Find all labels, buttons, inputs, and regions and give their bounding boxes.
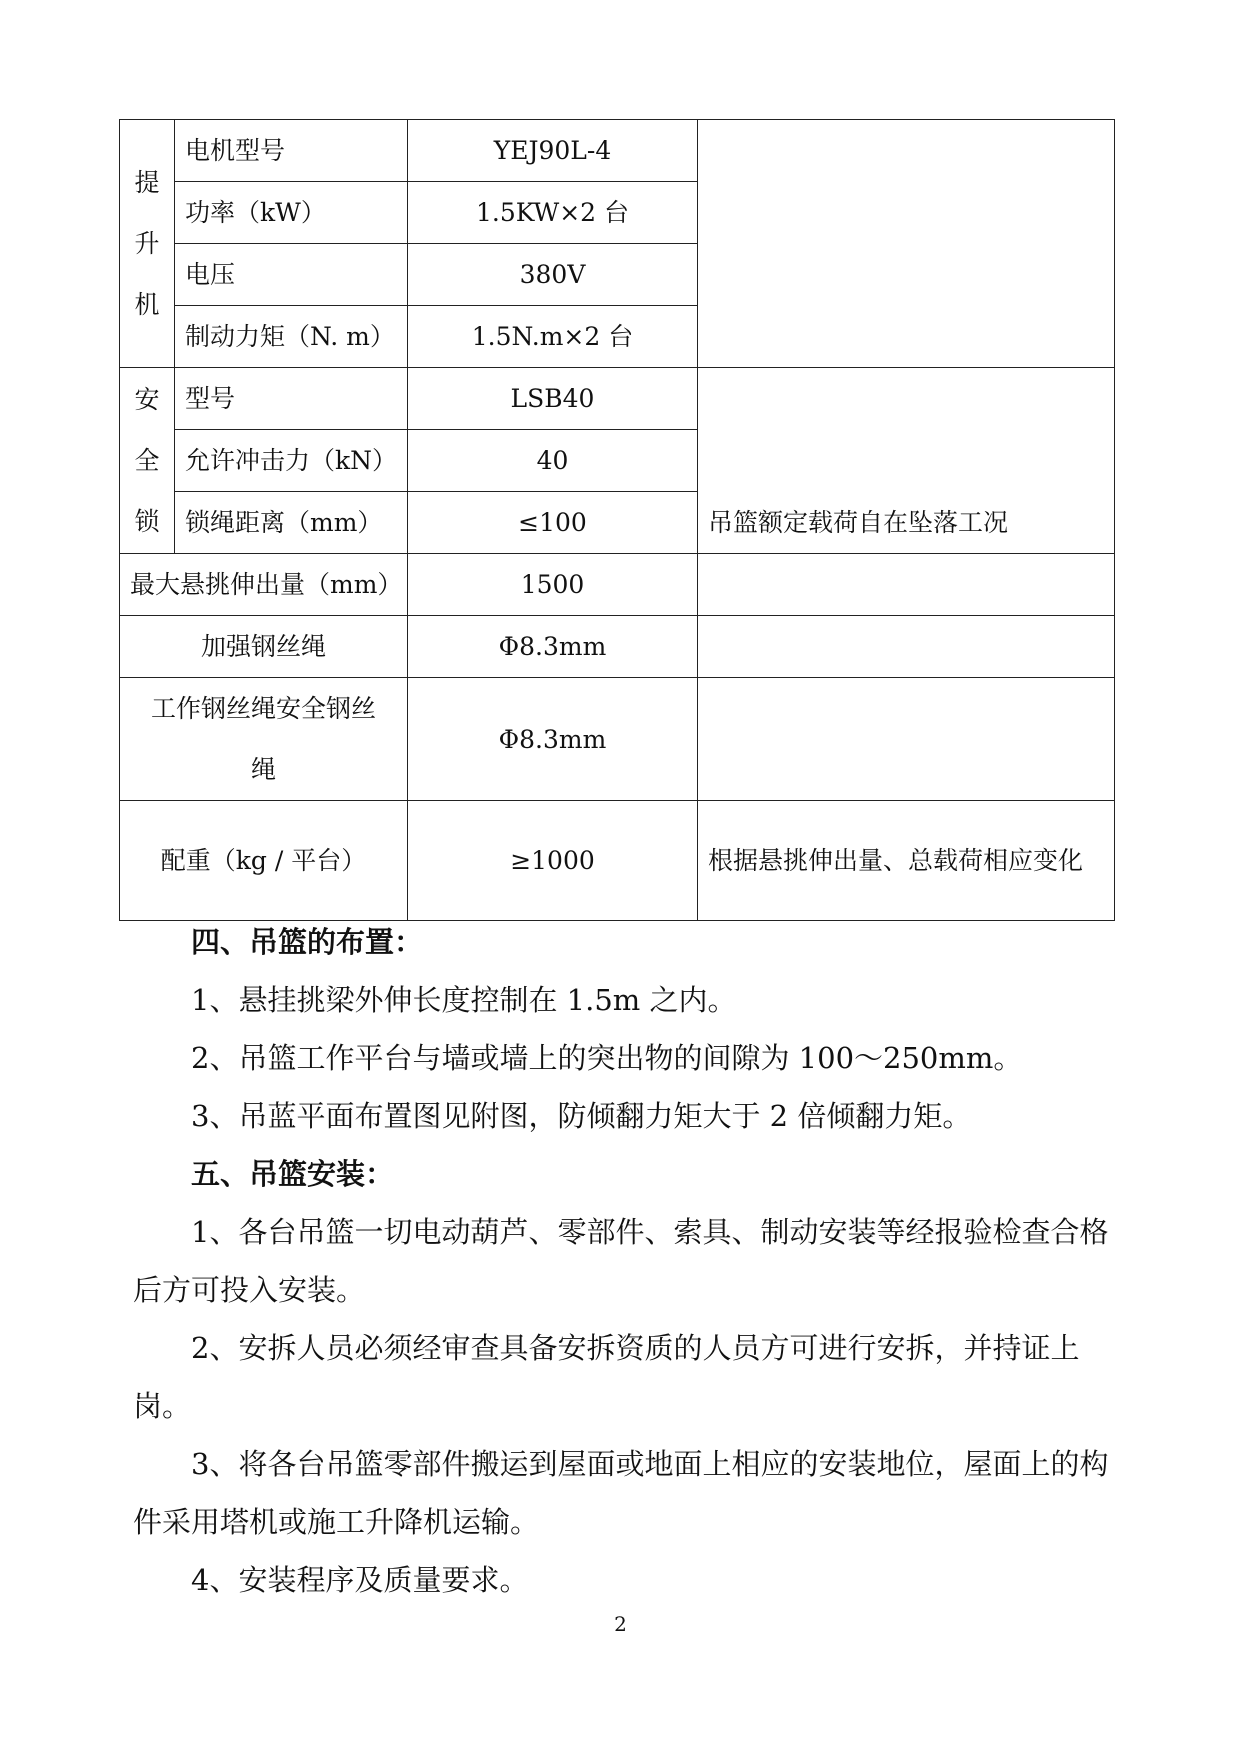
hoist-group-label: 提升机 xyxy=(120,120,175,368)
table-row xyxy=(120,120,1115,182)
value-cell: 40 xyxy=(408,430,698,492)
remark-cell xyxy=(698,120,1115,368)
lock-group-label: 安全锁 xyxy=(120,368,175,554)
value-cell: ≥1000 xyxy=(408,801,698,921)
paragraph: 2、安拆人员必须经审查具备安拆资质的人员方可进行安拆，并持证上岗。 xyxy=(133,1331,1080,1423)
paragraph: 3、吊蓝平面布置图见附图，防倾翻力矩大于 2 倍倾翻力矩。 xyxy=(191,1099,972,1133)
value-cell: YEJ90L-4 xyxy=(408,120,698,182)
paragraph: 1、各台吊篮一切电动葫芦、零部件、索具、制动安装等经报验检查合格后方可投入安装。 xyxy=(133,1215,1109,1307)
paragraph: 4、安装程序及质量要求。 xyxy=(191,1563,529,1597)
remark-cell xyxy=(698,616,1115,678)
param-cell: 电压 xyxy=(175,244,408,306)
param-cell: 配重（kg / 平台） xyxy=(120,801,408,921)
param-cell: 最大悬挑伸出量（mm） xyxy=(120,554,408,616)
value-cell: 1.5N.m×2 台 xyxy=(408,306,698,368)
value-cell: Φ8.3mm xyxy=(408,616,698,678)
paragraph: 3、将各台吊篮零部件搬运到屋面或地面上相应的安装地位，屋面上的构件采用塔机或施工升降机运输。 xyxy=(133,1447,1109,1539)
value-cell: LSB40 xyxy=(408,368,698,430)
remark-cell: 根据悬挑伸出量、总载荷相应变化 xyxy=(698,801,1115,921)
value-cell: ≤100 xyxy=(408,492,698,554)
table-row xyxy=(120,616,1115,678)
param-cell: 锁绳距离（mm） xyxy=(175,492,408,554)
param-cell: 工作钢丝绳安全钢丝绳 xyxy=(120,678,408,801)
specification-table xyxy=(119,119,1115,921)
paragraph: 2、吊篮工作平台与墙或墙上的突出物的间隙为 100～250mm。 xyxy=(191,1041,1023,1075)
table-row xyxy=(120,554,1115,616)
param-cell: 电机型号 xyxy=(175,120,408,182)
param-cell: 型号 xyxy=(175,368,408,430)
paragraph: 1、悬挂挑梁外伸长度控制在 1.5m 之内。 xyxy=(191,983,737,1017)
remark-cell xyxy=(698,678,1115,801)
value-cell: Φ8.3mm xyxy=(408,678,698,801)
section-heading: 五、吊篮安装： xyxy=(191,1157,395,1191)
value-cell: 380V xyxy=(408,244,698,306)
value-cell: 1500 xyxy=(408,554,698,616)
param-cell: 功率（kW） xyxy=(175,182,408,244)
section-heading: 四、吊篮的布置： xyxy=(191,925,424,959)
table-row xyxy=(120,368,1115,430)
remark-cell: 吊篮额定载荷自在坠落工况 xyxy=(698,368,1115,554)
table-row xyxy=(120,678,1115,801)
remark-cell xyxy=(698,554,1115,616)
table-row xyxy=(120,801,1115,921)
param-cell: 加强钢丝绳 xyxy=(120,616,408,678)
page-number: 2 xyxy=(614,1612,627,1636)
value-cell: 1.5KW×2 台 xyxy=(408,182,698,244)
param-cell: 允许冲击力（kN） xyxy=(175,430,408,492)
param-cell: 制动力矩（N. m） xyxy=(175,306,408,368)
